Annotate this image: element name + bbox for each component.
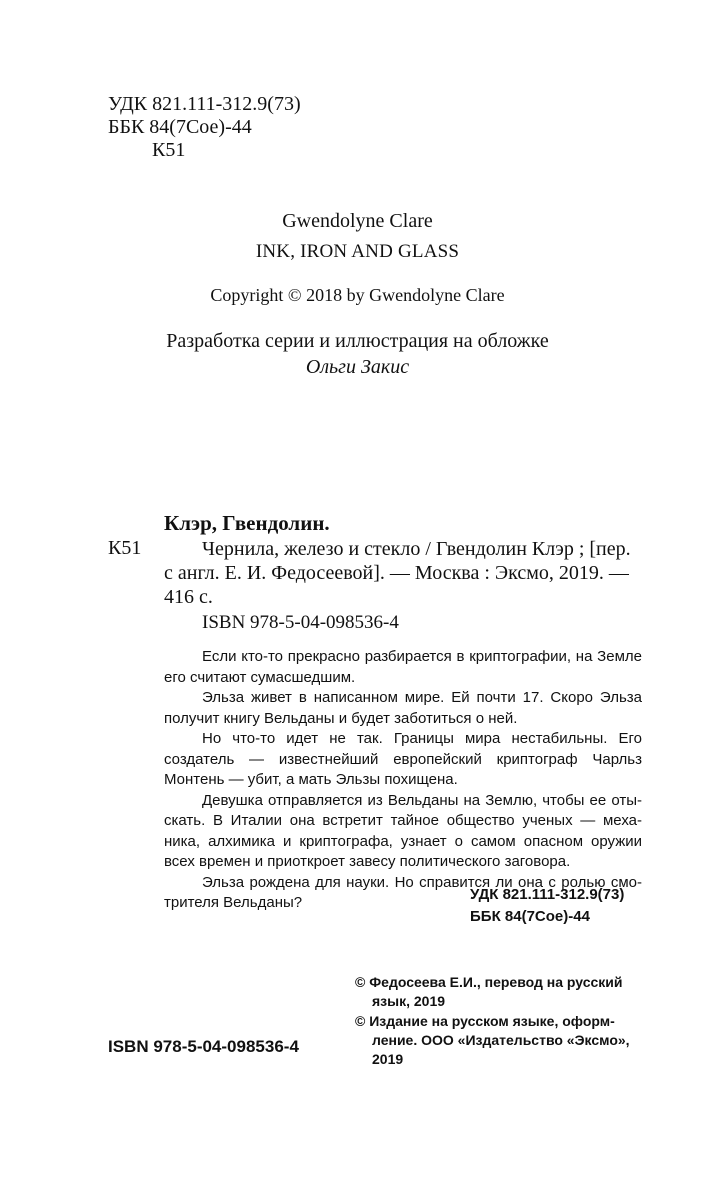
original-author: Gwendolyne Clare xyxy=(282,210,433,232)
catalog-code: К51 xyxy=(108,537,142,559)
annotation-line: скать. В Италии она встретит тайное общество ученых — меха- xyxy=(164,812,642,829)
catalog-description-line: 416 с. xyxy=(164,586,213,608)
catalog-description xyxy=(164,537,631,609)
udk-code-bottom: УДК 821.111-312.9(73) xyxy=(470,886,625,903)
catalog-description-line: Чернила, железо и стекло / Гвендолин Клэр ; [пер. xyxy=(202,538,631,560)
author-mark: К51 xyxy=(152,139,186,161)
annotation-line: ника, алхимика и криптографа, узнает о самом опасном оружии xyxy=(164,832,642,850)
annotation-line: Монтень — убит, а мать Эльзы похищена. xyxy=(164,771,458,788)
translation-copyright-line: © Федосеева Е.И., перевод на русский xyxy=(355,974,623,990)
annotation-line: Эльза рождена для науки. Но справится ли она с ролью смо- xyxy=(202,873,642,891)
copyright-notices xyxy=(355,973,655,1070)
catalog-isbn: ISBN 978-5-04-098536-4 xyxy=(202,612,399,633)
udk-code: УДК 821.111-312.9(73) xyxy=(108,93,301,115)
top-classification-codes xyxy=(108,93,301,162)
translation-copyright xyxy=(355,973,655,1011)
edition-copyright xyxy=(355,1012,655,1069)
annotation-line: трителя Вельданы? xyxy=(164,894,303,911)
catalog-description-line: с англ. Е. И. Федосеевой]. — Москва : Эксмо, 2019. — xyxy=(164,562,629,584)
translation-copyright-line: язык, 2019 xyxy=(372,993,446,1009)
original-title: INK, IRON AND GLASS xyxy=(255,241,460,262)
annotation xyxy=(164,647,642,914)
annotation-line: Девушка отправляется из Вельданы на Землю, чтобы ее оты- xyxy=(202,791,642,809)
annotation-line: получит книгу Вельданы и будет заботиться о ней. xyxy=(164,709,518,727)
bottom-classification-codes xyxy=(470,884,624,928)
series-designer-name: Ольги Закис xyxy=(305,356,410,378)
catalog-heading: Клэр, Гвендолин. xyxy=(164,511,330,535)
series-design-label: Разработка серии и иллюстрация на обложке xyxy=(166,330,549,352)
original-copyright: Copyright © 2018 by Gwendolyne Clare xyxy=(210,285,505,305)
annotation-line: создатель — известнейший европейский криптограф Чарльз xyxy=(164,750,642,768)
annotation-line: Эльза живет в написанном мире. Ей почти 17. Скоро Эльза xyxy=(202,689,642,706)
annotation-line: всех времен и приоткроет завесу политического заговора. xyxy=(164,853,571,870)
isbn-bottom: ISBN 978-5-04-098536-4 xyxy=(108,1037,299,1056)
bbk-code: ББК 84(7Сое)-44 xyxy=(108,116,252,138)
annotation-line: Но что-то идет не так. Границы мира нестабильны. Его xyxy=(202,730,642,747)
annotation-line: его считают сумасшедшим. xyxy=(164,668,356,686)
annotation-line: Если кто-то прекрасно разбирается в криптографии, на Земле xyxy=(202,648,642,665)
edition-copyright-line: ление. ООО «Издательство «Эксмо», xyxy=(372,1032,630,1048)
edition-copyright-line: © Издание на русском языке, оформ- xyxy=(355,1013,615,1029)
bbk-code-bottom: ББК 84(7Сое)-44 xyxy=(470,908,590,925)
edition-copyright-line: 2019 xyxy=(372,1051,404,1067)
